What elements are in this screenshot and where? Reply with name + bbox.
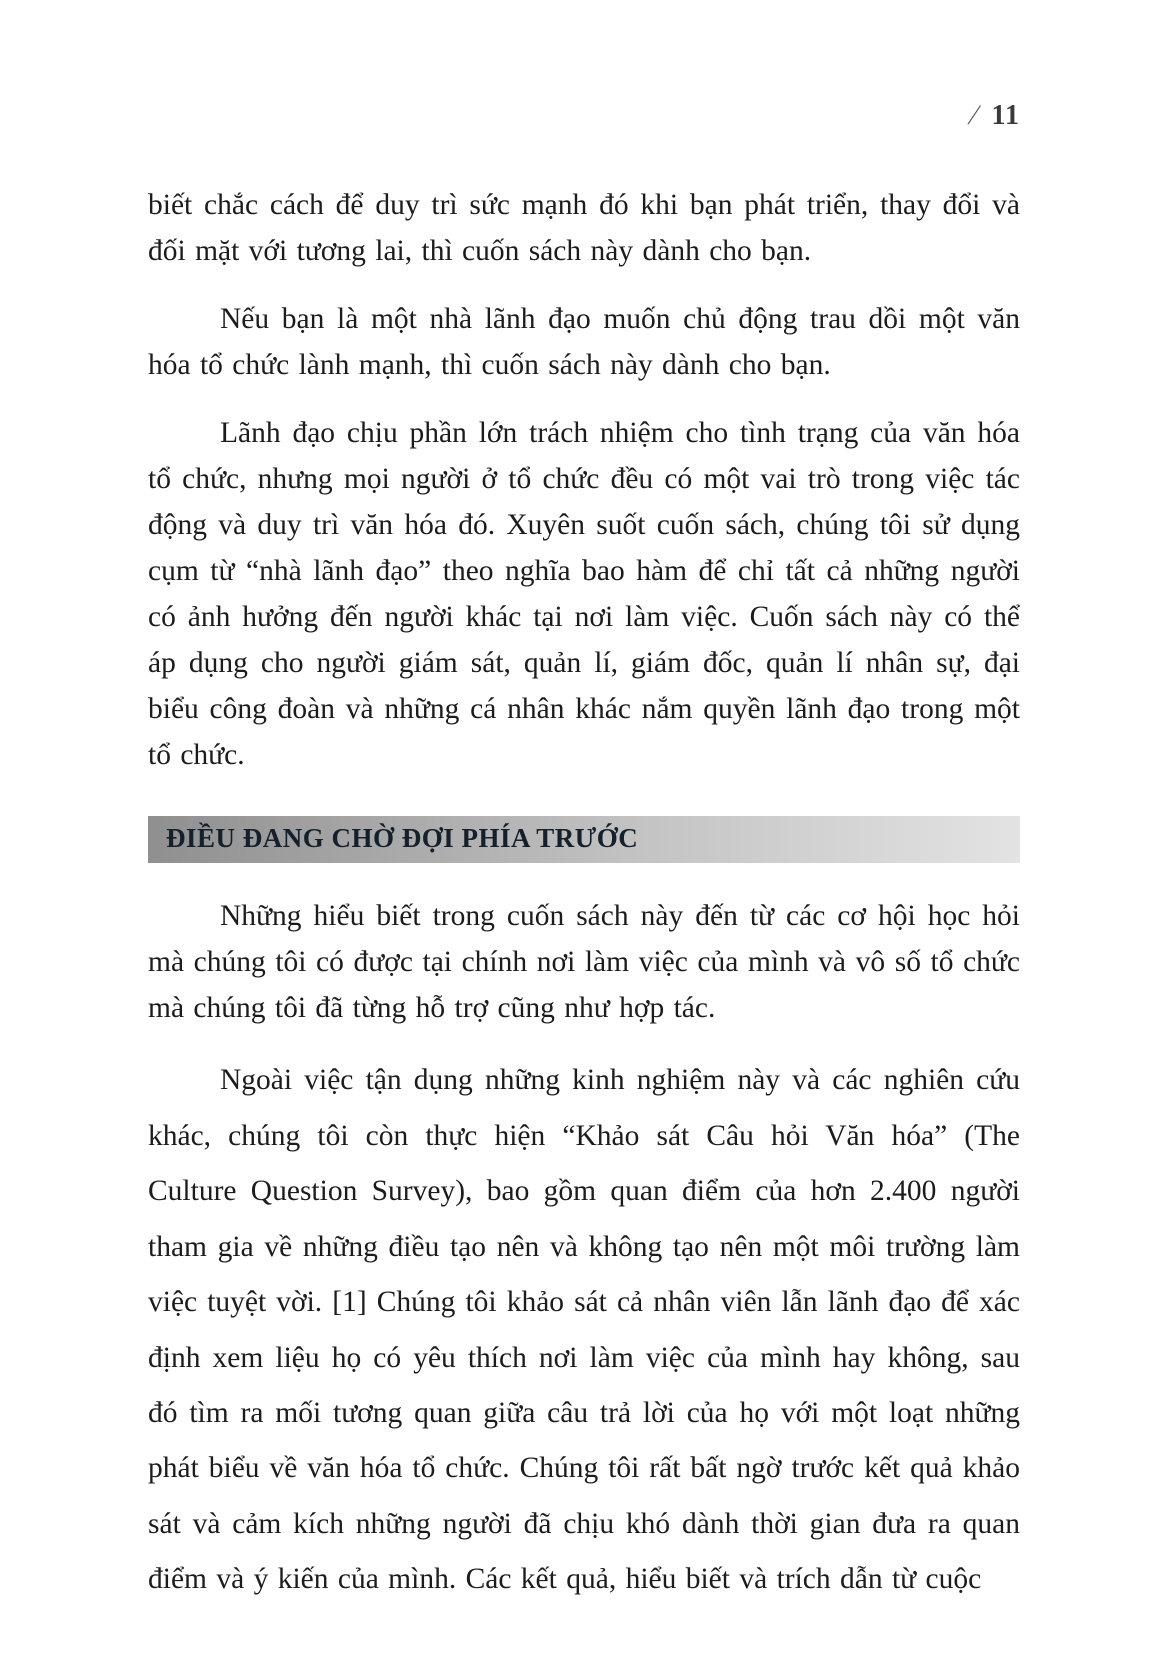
page-header bbox=[148, 100, 1020, 132]
paragraph: Nếu bạn là một nhà lãnh đạo muốn chủ động trau dồi một văn hóa tổ chức lành mạnh, thì cuốn sách này dành cho bạn. bbox=[148, 303, 1020, 382]
paragraph: Những hiểu biết trong cuốn sách này đến từ các cơ hội học hỏi mà chúng tôi có được tại chính nơi làm việc của mình và vô số tổ chức mà chúng tôi đã từng hỗ trợ cũng như hợp tác. bbox=[148, 900, 1020, 1025]
paragraph: Ngoài việc tận dụng những kinh nghiệm này và các nghiên cứu khác, chúng tôi còn thực hiện “Khảo sát Câu hỏi Văn hóa” (The Culture Question Survey), bao gồm quan điểm của hơn 2.400 người tham gia về những điều tạo nên và không tạo nên một môi trường làm việc tuyệt vời. [1] Chúng tôi khảo sát cả nhân viên lẫn lãnh đạo để xác định xem liệu họ có yêu thích nơi làm việc của mình hay không, sau đó tìm ra mối tương quan giữa câu trả lời của họ với một loạt những phát biểu về văn hóa tổ chức. Chúng tôi rất bất ngờ trước kết quả khảo sát và cảm kích những người đã chịu khó dành thời gian đưa ra quan điểm và ý kiến của mình. Các kết quả, hiểu biết và trích dẫn từ cuộc bbox=[148, 1064, 1020, 1596]
paragraph-continuation: biết chắc cách để duy trì sức mạnh đó khi bạn phát triển, thay đổi và đối mặt với tương lai, thì cuốn sách này dành cho bạn. bbox=[148, 189, 1020, 268]
slash-icon: / bbox=[964, 100, 983, 131]
section-heading: ĐIỀU ĐANG CHỜ ĐỢI PHÍA TRƯỚC bbox=[148, 816, 1020, 863]
page-number: 11 bbox=[991, 100, 1020, 131]
paragraph: Lãnh đạo chịu phần lớn trách nhiệm cho tình trạng của văn hóa tổ chức, nhưng mọi người ở tổ chức đều có một vai trò trong việc tác động và duy trì văn hóa đó. Xuyên suốt cuốn sách, chúng tôi sử dụng cụm từ “nhà lãnh đạo” theo nghĩa bao hàm để chỉ tất cả những người có ảnh hưởng đến người khác tại nơi làm việc. Cuốn sách này có thể áp dụng cho người giám sát, quản lí, giám đốc, quản lí nhân sự, đại biểu công đoàn và những cá nhân khác nắm quyền lãnh đạo trong một tổ chức. bbox=[148, 417, 1020, 772]
